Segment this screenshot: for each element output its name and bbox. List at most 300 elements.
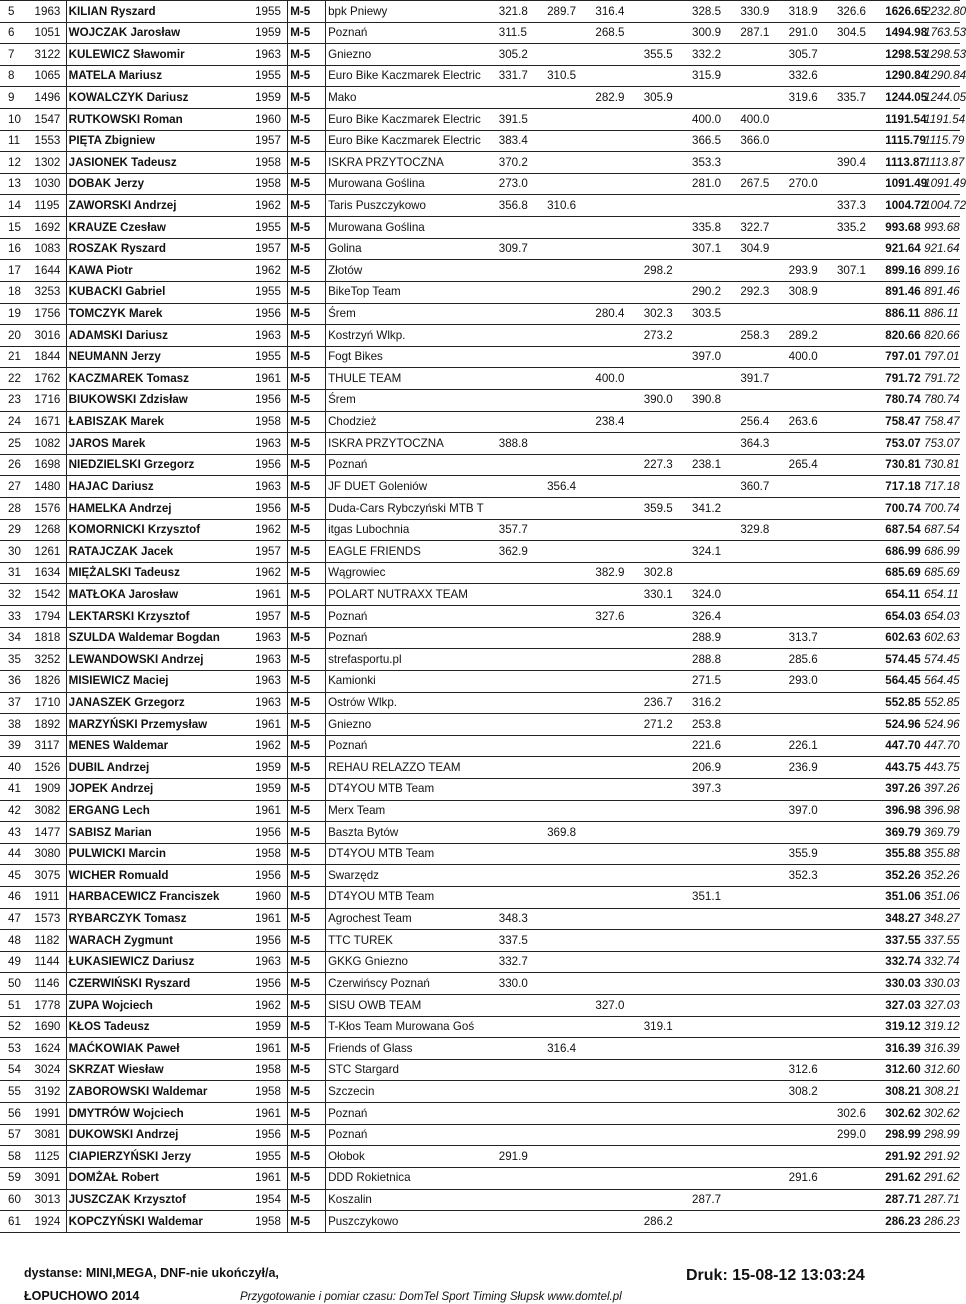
category-cell: M-5 — [288, 1167, 326, 1189]
team-cell: Fogt Bikes — [326, 346, 497, 368]
bib-number-cell: 1634 — [33, 562, 67, 584]
race-8-cell — [835, 346, 883, 368]
rider-name-cell: RUTKOWSKI Roman — [66, 109, 253, 131]
rider-name-cell: DMYTRÓW Wojciech — [66, 1103, 253, 1125]
classification-points-cell: 791.72 — [922, 368, 960, 390]
category-cell: M-5 — [288, 822, 326, 844]
team-cell: Poznań — [326, 735, 497, 757]
race-8-cell — [835, 389, 883, 411]
race-2-cell — [545, 757, 593, 779]
race-3-cell — [593, 649, 641, 671]
table-row — [0, 498, 960, 520]
position-cell: 30 — [0, 541, 33, 563]
team-cell: DT4YOU MTB Team — [326, 843, 497, 865]
team-cell: Duda-Cars Rybczyński MTB T — [326, 498, 497, 520]
race-8-cell — [835, 908, 883, 930]
team-cell: Taris Puszczykowo — [326, 195, 497, 217]
race-5-cell — [690, 433, 738, 455]
category-cell: M-5 — [288, 735, 326, 757]
birth-year-cell: 1960 — [253, 109, 288, 131]
race-3-cell — [593, 865, 641, 887]
race-3-cell — [593, 800, 641, 822]
race-6-cell — [738, 303, 786, 325]
race-2-cell — [545, 606, 593, 628]
team-cell: BikeTop Team — [326, 281, 497, 303]
race-8-cell — [835, 584, 883, 606]
birth-year-cell: 1962 — [253, 260, 288, 282]
race-2-cell — [545, 800, 593, 822]
race-4-cell — [642, 1059, 690, 1081]
team-cell: strefasportu.pl — [326, 649, 497, 671]
table-row — [0, 843, 960, 865]
total-points-cell: 332.74 — [883, 951, 922, 973]
race-6-cell — [738, 973, 786, 995]
race-8-cell — [835, 325, 883, 347]
race-7-cell — [787, 368, 835, 390]
race-6-cell — [738, 649, 786, 671]
classification-points-cell: 291.62 — [922, 1167, 960, 1189]
table-row — [0, 714, 960, 736]
footer-event-name: ŁOPUCHOWO 2014 — [24, 1289, 140, 1303]
race-5-cell: 288.8 — [690, 649, 738, 671]
classification-points-cell: 352.26 — [922, 865, 960, 887]
race-2-cell — [545, 260, 593, 282]
team-cell: Poznań — [326, 627, 497, 649]
race-7-cell: 291.6 — [787, 1167, 835, 1189]
birth-year-cell: 1962 — [253, 519, 288, 541]
birth-year-cell: 1961 — [253, 714, 288, 736]
race-6-cell: 287.1 — [738, 22, 786, 44]
classification-points-cell: 1191.54 — [922, 109, 960, 131]
race-1-cell — [497, 411, 545, 433]
race-6-cell — [738, 498, 786, 520]
race-7-cell — [787, 238, 835, 260]
bib-number-cell: 1526 — [33, 757, 67, 779]
race-6-cell: 391.7 — [738, 368, 786, 390]
total-points-cell: 552.85 — [883, 692, 922, 714]
classification-points-cell: 287.71 — [922, 1189, 960, 1211]
bib-number-cell: 1030 — [33, 173, 67, 195]
race-7-cell — [787, 1124, 835, 1146]
race-4-cell — [642, 865, 690, 887]
race-3-cell — [593, 173, 641, 195]
race-1-cell — [497, 865, 545, 887]
category-cell: M-5 — [288, 865, 326, 887]
race-1-cell — [497, 670, 545, 692]
race-2-cell — [545, 173, 593, 195]
race-3-cell — [593, 281, 641, 303]
race-5-cell: 332.2 — [690, 44, 738, 66]
race-3-cell — [593, 930, 641, 952]
total-points-cell: 753.07 — [883, 433, 922, 455]
total-points-cell: 780.74 — [883, 389, 922, 411]
birth-year-cell: 1957 — [253, 541, 288, 563]
total-points-cell: 654.11 — [883, 584, 922, 606]
race-6-cell — [738, 1081, 786, 1103]
category-cell: M-5 — [288, 562, 326, 584]
position-cell: 59 — [0, 1167, 33, 1189]
category-cell: M-5 — [288, 973, 326, 995]
race-7-cell — [787, 886, 835, 908]
bib-number-cell: 1756 — [33, 303, 67, 325]
total-points-cell: 687.54 — [883, 519, 922, 541]
race-1-cell — [497, 325, 545, 347]
race-1-cell — [497, 476, 545, 498]
rider-name-cell: MATELA Mariusz — [66, 65, 253, 87]
race-5-cell — [690, 1124, 738, 1146]
race-3-cell — [593, 152, 641, 174]
race-2-cell — [545, 908, 593, 930]
race-3-cell — [593, 822, 641, 844]
birth-year-cell: 1955 — [253, 1, 288, 23]
total-points-cell: 443.75 — [883, 757, 922, 779]
position-cell: 31 — [0, 562, 33, 584]
race-3-cell — [593, 714, 641, 736]
race-1-cell: 388.8 — [497, 433, 545, 455]
table-row — [0, 1059, 960, 1081]
table-row — [0, 584, 960, 606]
race-8-cell — [835, 65, 883, 87]
bib-number-cell: 1542 — [33, 584, 67, 606]
rider-name-cell: JOPEK Andrzej — [66, 778, 253, 800]
rider-name-cell: MIĘŻALSKI Tadeusz — [66, 562, 253, 584]
birth-year-cell: 1956 — [253, 454, 288, 476]
race-2-cell — [545, 281, 593, 303]
race-4-cell — [642, 281, 690, 303]
race-3-cell: 238.4 — [593, 411, 641, 433]
category-cell: M-5 — [288, 757, 326, 779]
race-1-cell — [497, 454, 545, 476]
birth-year-cell: 1956 — [253, 1124, 288, 1146]
bib-number-cell: 1182 — [33, 930, 67, 952]
birth-year-cell: 1955 — [253, 65, 288, 87]
race-4-cell: 305.9 — [642, 87, 690, 109]
category-cell: M-5 — [288, 217, 326, 239]
race-5-cell: 206.9 — [690, 757, 738, 779]
race-1-cell: 311.5 — [497, 22, 545, 44]
table-row — [0, 260, 960, 282]
position-cell: 46 — [0, 886, 33, 908]
race-4-cell — [642, 735, 690, 757]
race-8-cell — [835, 930, 883, 952]
race-4-cell: 271.2 — [642, 714, 690, 736]
total-points-cell: 1091.49 — [883, 173, 922, 195]
race-6-cell: 366.0 — [738, 130, 786, 152]
bib-number-cell: 3192 — [33, 1081, 67, 1103]
position-cell: 18 — [0, 281, 33, 303]
birth-year-cell: 1955 — [253, 281, 288, 303]
rider-name-cell: KRAUZE Czesław — [66, 217, 253, 239]
race-7-cell: 289.2 — [787, 325, 835, 347]
classification-points-cell: 308.21 — [922, 1081, 960, 1103]
race-2-cell — [545, 44, 593, 66]
total-points-cell: 820.66 — [883, 325, 922, 347]
table-row — [0, 973, 960, 995]
birth-year-cell: 1962 — [253, 195, 288, 217]
bib-number-cell: 1710 — [33, 692, 67, 714]
bib-number-cell: 1576 — [33, 498, 67, 520]
position-cell: 44 — [0, 843, 33, 865]
race-3-cell — [593, 1016, 641, 1038]
race-8-cell — [835, 757, 883, 779]
race-8-cell — [835, 303, 883, 325]
race-6-cell — [738, 1103, 786, 1125]
race-2-cell — [545, 951, 593, 973]
total-points-cell: 447.70 — [883, 735, 922, 757]
race-1-cell — [497, 843, 545, 865]
race-1-cell — [497, 346, 545, 368]
classification-points-cell: 397.26 — [922, 778, 960, 800]
category-cell: M-5 — [288, 1081, 326, 1103]
race-8-cell — [835, 692, 883, 714]
table-row — [0, 930, 960, 952]
race-4-cell: 359.5 — [642, 498, 690, 520]
race-4-cell — [642, 346, 690, 368]
race-4-cell — [642, 109, 690, 131]
position-cell: 56 — [0, 1103, 33, 1125]
race-6-cell — [738, 735, 786, 757]
classification-points-cell: 319.12 — [922, 1016, 960, 1038]
race-7-cell — [787, 1146, 835, 1168]
race-3-cell — [593, 346, 641, 368]
classification-points-cell: 654.11 — [922, 584, 960, 606]
race-4-cell — [642, 1081, 690, 1103]
table-row — [0, 476, 960, 498]
table-row — [0, 368, 960, 390]
race-1-cell — [497, 1189, 545, 1211]
race-6-cell — [738, 346, 786, 368]
race-1-cell — [497, 822, 545, 844]
race-6-cell: 256.4 — [738, 411, 786, 433]
team-cell: Puszczykowo — [326, 1211, 497, 1233]
race-8-cell — [835, 995, 883, 1017]
category-cell: M-5 — [288, 433, 326, 455]
race-2-cell: 356.4 — [545, 476, 593, 498]
position-cell: 23 — [0, 389, 33, 411]
position-cell: 37 — [0, 692, 33, 714]
position-cell: 42 — [0, 800, 33, 822]
race-6-cell — [738, 65, 786, 87]
team-cell: Swarzędz — [326, 865, 497, 887]
race-8-cell — [835, 1211, 883, 1233]
race-8-cell — [835, 1059, 883, 1081]
bib-number-cell: 1553 — [33, 130, 67, 152]
race-7-cell — [787, 1189, 835, 1211]
category-cell: M-5 — [288, 1146, 326, 1168]
bib-number-cell: 1991 — [33, 1103, 67, 1125]
bib-number-cell: 1125 — [33, 1146, 67, 1168]
race-3-cell — [593, 1059, 641, 1081]
race-2-cell — [545, 1059, 593, 1081]
classification-points-cell: 316.39 — [922, 1038, 960, 1060]
race-5-cell — [690, 411, 738, 433]
race-1-cell — [497, 562, 545, 584]
rider-name-cell: KULEWICZ Sławomir — [66, 44, 253, 66]
category-cell: M-5 — [288, 1211, 326, 1233]
rider-name-cell: ZAWORSKI Andrzej — [66, 195, 253, 217]
classification-points-cell: 820.66 — [922, 325, 960, 347]
race-1-cell: 309.7 — [497, 238, 545, 260]
birth-year-cell: 1958 — [253, 1211, 288, 1233]
race-3-cell: 400.0 — [593, 368, 641, 390]
bib-number-cell: 1698 — [33, 454, 67, 476]
race-1-cell: 391.5 — [497, 109, 545, 131]
table-row — [0, 649, 960, 671]
rider-name-cell: DUBIL Andrzej — [66, 757, 253, 779]
category-cell: M-5 — [288, 411, 326, 433]
race-8-cell: 304.5 — [835, 22, 883, 44]
category-cell: M-5 — [288, 930, 326, 952]
race-4-cell — [642, 627, 690, 649]
team-cell: Kostrzyń Wlkp. — [326, 325, 497, 347]
race-7-cell — [787, 562, 835, 584]
race-4-cell — [642, 1189, 690, 1211]
race-5-cell — [690, 951, 738, 973]
race-4-cell: 236.7 — [642, 692, 690, 714]
birth-year-cell: 1962 — [253, 995, 288, 1017]
position-cell: 25 — [0, 433, 33, 455]
race-5-cell: 326.4 — [690, 606, 738, 628]
birth-year-cell: 1957 — [253, 606, 288, 628]
race-8-cell — [835, 109, 883, 131]
race-3-cell: 382.9 — [593, 562, 641, 584]
table-row — [0, 692, 960, 714]
race-7-cell: 263.6 — [787, 411, 835, 433]
race-7-cell — [787, 389, 835, 411]
race-8-cell — [835, 238, 883, 260]
race-4-cell — [642, 843, 690, 865]
race-3-cell — [593, 541, 641, 563]
classification-points-cell: 886.11 — [922, 303, 960, 325]
total-points-cell: 1191.54 — [883, 109, 922, 131]
birth-year-cell: 1954 — [253, 1189, 288, 1211]
race-3-cell — [593, 433, 641, 455]
results-body — [0, 1, 966, 1233]
category-cell: M-5 — [288, 87, 326, 109]
race-4-cell — [642, 757, 690, 779]
team-cell: Euro Bike Kaczmarek Electric — [326, 109, 497, 131]
race-2-cell — [545, 562, 593, 584]
bib-number-cell: 1794 — [33, 606, 67, 628]
table-row — [0, 865, 960, 887]
race-4-cell: 286.2 — [642, 1211, 690, 1233]
race-8-cell — [835, 130, 883, 152]
race-6-cell — [738, 843, 786, 865]
classification-points-cell: 1113.87 — [922, 152, 960, 174]
rider-name-cell: JUSZCZAK Krzysztof — [66, 1189, 253, 1211]
category-cell: M-5 — [288, 1016, 326, 1038]
race-2-cell: 289.7 — [545, 1, 593, 23]
total-points-cell: 730.81 — [883, 454, 922, 476]
classification-points-cell: 286.23 — [922, 1211, 960, 1233]
race-4-cell — [642, 195, 690, 217]
race-4-cell: 302.3 — [642, 303, 690, 325]
table-row — [0, 1124, 960, 1146]
race-2-cell — [545, 1167, 593, 1189]
race-8-cell — [835, 541, 883, 563]
bib-number-cell: 1644 — [33, 260, 67, 282]
race-5-cell: 335.8 — [690, 217, 738, 239]
team-cell: Ostrów Wlkp. — [326, 692, 497, 714]
race-2-cell — [545, 973, 593, 995]
race-6-cell — [738, 1146, 786, 1168]
race-7-cell — [787, 109, 835, 131]
race-2-cell — [545, 1124, 593, 1146]
team-cell: Golina — [326, 238, 497, 260]
classification-points-cell: 351.06 — [922, 886, 960, 908]
race-6-cell: 360.7 — [738, 476, 786, 498]
total-points-cell: 1290.84 — [883, 65, 922, 87]
classification-points-cell: 921.64 — [922, 238, 960, 260]
rider-name-cell: MAĆKOWIAK Paweł — [66, 1038, 253, 1060]
position-cell: 27 — [0, 476, 33, 498]
rider-name-cell: HAMELKA Andrzej — [66, 498, 253, 520]
table-row — [0, 670, 960, 692]
birth-year-cell: 1959 — [253, 87, 288, 109]
bib-number-cell: 1496 — [33, 87, 67, 109]
category-cell: M-5 — [288, 908, 326, 930]
total-points-cell: 348.27 — [883, 908, 922, 930]
race-4-cell — [642, 973, 690, 995]
race-4-cell — [642, 886, 690, 908]
team-cell: Złotów — [326, 260, 497, 282]
bib-number-cell: 1624 — [33, 1038, 67, 1060]
race-7-cell — [787, 973, 835, 995]
position-cell: 7 — [0, 44, 33, 66]
race-5-cell: 303.5 — [690, 303, 738, 325]
total-points-cell: 287.71 — [883, 1189, 922, 1211]
birth-year-cell: 1956 — [253, 498, 288, 520]
race-4-cell — [642, 22, 690, 44]
race-3-cell — [593, 692, 641, 714]
race-8-cell — [835, 649, 883, 671]
race-7-cell: 308.9 — [787, 281, 835, 303]
race-6-cell — [738, 195, 786, 217]
race-5-cell: 366.5 — [690, 130, 738, 152]
race-7-cell — [787, 692, 835, 714]
race-5-cell: 353.3 — [690, 152, 738, 174]
table-row — [0, 1016, 960, 1038]
race-3-cell — [593, 973, 641, 995]
birth-year-cell: 1959 — [253, 778, 288, 800]
race-5-cell: 341.2 — [690, 498, 738, 520]
position-cell: 16 — [0, 238, 33, 260]
race-3-cell: 280.4 — [593, 303, 641, 325]
table-row — [0, 541, 960, 563]
position-cell: 6 — [0, 22, 33, 44]
race-7-cell: 318.9 — [787, 1, 835, 23]
race-3-cell — [593, 454, 641, 476]
race-8-cell: 335.7 — [835, 87, 883, 109]
race-2-cell — [545, 778, 593, 800]
race-6-cell — [738, 1211, 786, 1233]
total-points-cell: 355.88 — [883, 843, 922, 865]
race-7-cell — [787, 1038, 835, 1060]
rider-name-cell: ERGANG Lech — [66, 800, 253, 822]
race-7-cell: 305.7 — [787, 44, 835, 66]
race-5-cell — [690, 1038, 738, 1060]
race-4-cell — [642, 1124, 690, 1146]
race-2-cell — [545, 541, 593, 563]
race-1-cell: 305.2 — [497, 44, 545, 66]
position-cell: 47 — [0, 908, 33, 930]
race-5-cell — [690, 87, 738, 109]
race-6-cell — [738, 584, 786, 606]
team-cell: STC Stargard — [326, 1059, 497, 1081]
race-6-cell — [738, 886, 786, 908]
team-cell: Poznań — [326, 454, 497, 476]
race-3-cell — [593, 757, 641, 779]
